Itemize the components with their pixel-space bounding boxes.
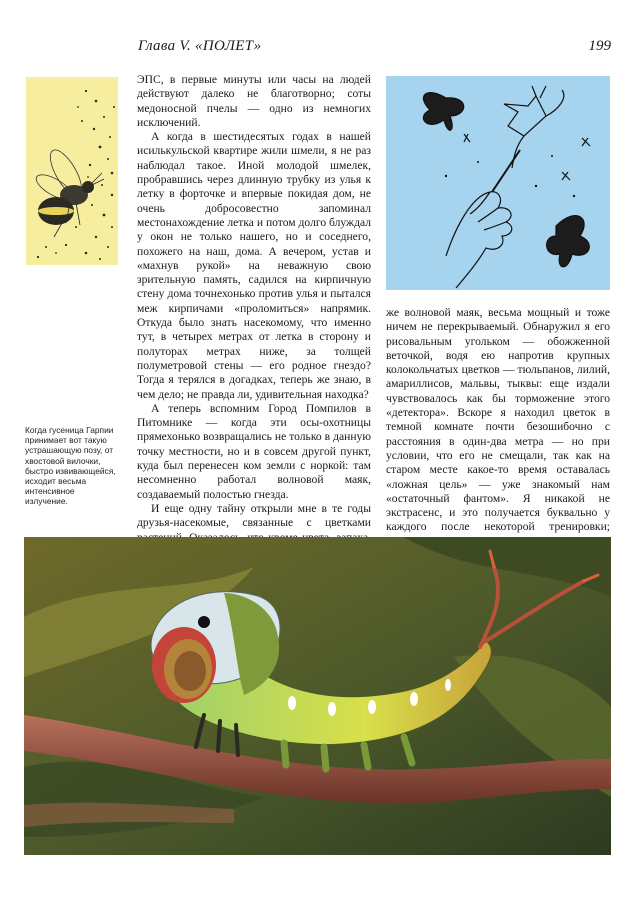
hand-flower-moths-icon: [386, 76, 610, 290]
text-column-right: [386, 306, 610, 534]
paragraph: же волновой маяк, весьма мощный и тоже ничем не перекрываемый. Обнаружил я его рисовальным угольком — обожженной веточкой, водя ею напротив крупных колокольчатых цветков — тюльпанов, лилий, амариллисов, мальвы, тыквы: еще издали чувствовалось как бы торможение этого «детектора». Вскоре я находил цветок в темной комнате почти безошибочно с расстояния в один-два метра — но при условии, что его не смещали, так как на старом месте какое-то время оставалась «ложная цель» — уже знакомый нам «остаточный фантом». Я никакой не экстрасенс, и это получается буквально у каждого после некоторой тренировки;: [386, 306, 610, 534]
chapter-title: Глава V. «ПОЛЕТ»: [138, 38, 262, 54]
bumblebee-illustration: [26, 77, 118, 265]
page-number: 199: [588, 38, 611, 54]
text-column-middle: [137, 73, 371, 528]
paragraph: И еще одну тайну открыли мне в те годы друзья-насекомые, связанные с цветками: [137, 501, 371, 530]
paragraph: А теперь вспомним Город Помпилов в Питомнике — когда эти осы-охотницы прямехонько возвращались не только в данную точку местности, но и в совсем другой пункт, куда был перенесен ком земли с норкой: там несомненно работал волновой маяк, создаваемый полостью гнезда.: [137, 401, 371, 501]
paragraph: ЭПС, в первые минуты или часы на людей действуют далеко не благотворно; соты медоносной пчелы — одно из немногих исключений.: [137, 73, 371, 129]
caterpillar-painting: [24, 537, 611, 855]
bumblebee-icon: [26, 77, 118, 265]
paragraph: А когда в шестидесятых годах в нашей исилькульской квартире жили шмели, я не раз наблюдал такое. Иной молодой шмелек, пробравшись через длинную трубку из улья к летку в форточке и впервые покидая дом, не очень добросовестно запоминал местонахождение летка и потом долго блуждал у окон не только нашего, но и соседнего, похожего на наш, дома. А вечером, устав и «махнув рукой» на неважную свою зрительную память, садился на кирпичную стену дома точнехонько против улья и пытался меж кирпичами «проломиться» напрямик. Откуда было знать насекомому, что именно тут, в четырех метрах от летка в сторону и полуторах метрах ниже, за толщей полуметровой стены — его родное гнездо? Тогда я терялся в догадках, теперь же знаю, в чем дело; не правда ли, удивительная находка?: [137, 130, 371, 401]
hand-flower-illustration: [386, 76, 610, 290]
caterpillar-icon: [24, 537, 611, 855]
running-header: [0, 38, 635, 58]
figure-caption: Когда гусеница Гарпии принимает вот такую устрашающую позу, от хвостовой вилочки, быстро извивающейся, исходит весьма интенсивное излучение.: [25, 425, 116, 507]
